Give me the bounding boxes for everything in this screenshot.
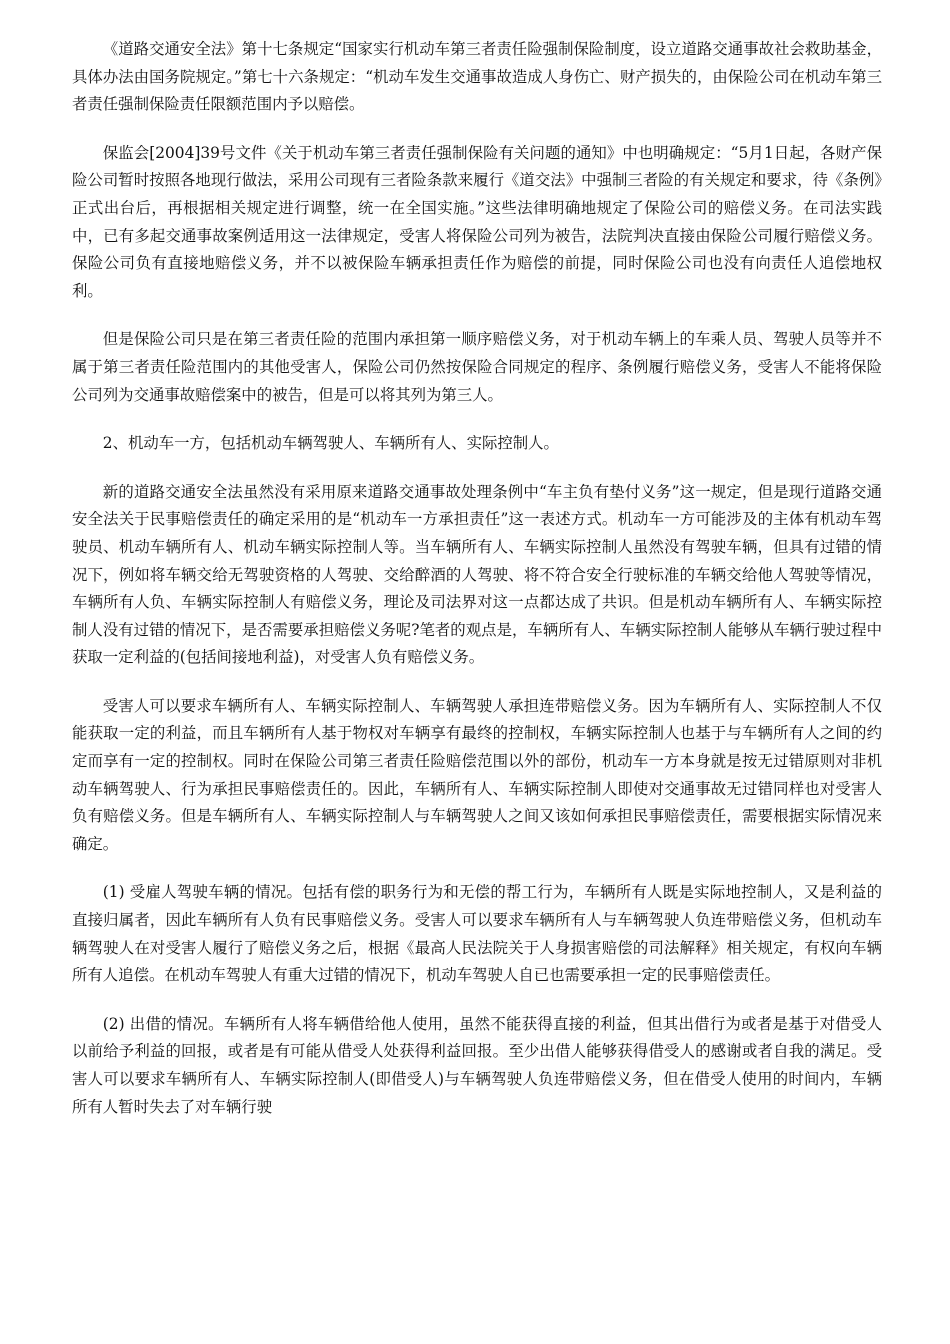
- paragraph-section-2-heading: 2、机动车一方，包括机动车辆驾驶人、车辆所有人、实际控制人。: [102, 434, 559, 453]
- paragraph-joint-liability: 受害人可以要求车辆所有人、车辆实际控制人、车辆驾驶人承担连带赔偿义务。因为车辆所有人、实际控制人不仅能获取一定的利益，而且车辆所有人基于物权对车辆享有最终的控制权，车辆实际控制人也基于与车辆所有人之间的约定而享有一定的控制权。同时在保险公司第三者责任险赔偿范围以外的部份，机动车一方本身就是按无过错原则对非机动车辆驾驶人、行为承担民事赔偿责任的。因此，车辆所有人、车辆实际控制人即使对交通事故无过错同样也对受害人负有赔偿义务。但是车辆所有人、车辆实际控制人与车辆驾驶人之间又该如何承担民事赔偿责任，需要根据实际情况来确定。: [72, 696, 882, 853]
- document-page: [72, 36, 882, 1142]
- paragraph-motor-vehicle-party: 新的道路交通安全法虽然没有采用原来道路交通事故处理条例中“车主负有垫付义务”这一规定，但是现行道路交通安全法关于民事赔偿责任的确定采用的是“机动车一方承担责任”这一表述方式。机动车一方可能涉及的主体有机动车驾驶员、机动车辆所有人、机动车辆实际控制人等。当车辆所有人、车辆实际控制人虽然没有驾驶车辆，但具有过错的情况下，例如将车辆交给无驾驶资格的人驾驶、交给醉酒的人驾驶、将不符合安全行驶标准的车辆交给他人驾驶等情况，车辆所有人负、车辆实际控制人有赔偿义务，理论及司法界对这一点都达成了共识。但是机动车辆所有人、车辆实际控制人没有过错的情况下，是否需要承担赔偿义务呢?笔者的观点是，车辆所有人、车辆实际控制人能够从车辆行驶过程中获取一定利益的(包括间接地利益)，对受害人负有赔偿义务。: [72, 482, 882, 667]
- paragraph-circ-notice: 保监会[2004]39号文件《关于机动车第三者责任强制保险有关问题的通知》中也明确规定：“5月1日起，各财产保险公司暂时按照各地现行做法，采用公司现有三者险条款来履行《道交法》中强制三者险的有关规定和要求，待《条例》正式出台后，再根据相关规定进行调整，统一在全国实施。”这些法律明确地规定了保险公司的赔偿义务。在司法实践中，已有多起交通事故案例适用这一法律规定，受害人将保险公司列为被告，法院判决直接由保险公司履行赔偿义务。保险公司负有直接地赔偿义务，并不以被保险车辆承担责任作为赔偿的前提，同时保险公司也没有向责任人追偿地权利。: [72, 143, 882, 300]
- paragraph-insurer-scope: 但是保险公司只是在第三者责任险的范围内承担第一顺序赔偿义务，对于机动车辆上的车乘人员、驾驶人员等并不属于第三者责任险范围内的其他受害人，保险公司仍然按保险合同规定的程序、条例履行赔偿义务，受害人不能将保险公司列为交通事故赔偿案中的被告，但是可以将其列为第三人。: [72, 330, 882, 404]
- paragraph-road-safety-law: 《道路交通安全法》第十七条规定“国家实行机动车第三者责任险强制保险制度，设立道路交通事故社会救助基金，具体办法由国务院规定。”第七十六条规定：“机动车发生交通事故造成人身伤亡、财产损失的，由保险公司在机动车第三者责任强制保险责任限额范围内予以赔偿。: [72, 40, 882, 114]
- paragraph-lending-case: (2) 出借的情况。车辆所有人将车辆借给他人使用，虽然不能获得直接的利益，但其出借行为或者是基于对借受人以前给予利益的回报，或者是有可能从借受人处获得利益回报。至少出借人能够获得借受人的感谢或者自我的满足。受害人可以要求车辆所有人、车辆实际控制人(即借受人)与车辆驾驶人负连带赔偿义务，但在借受人使用的时间内，车辆所有人暂时失去了对车辆行驶: [72, 1014, 882, 1116]
- paragraph-employee-driver: (1) 受雇人驾驶车辆的情况。包括有偿的职务行为和无偿的帮工行为，车辆所有人既是实际地控制人，又是利益的直接归属者，因此车辆所有人负有民事赔偿义务。受害人可以要求车辆所有人与车辆驾驶人负连带赔偿义务，但机动车辆驾驶人在对受害人履行了赔偿义务之后，根据《最高人民法院关于人身损害赔偿的司法解释》相关规定，有权向车辆所有人追偿。在机动车驾驶人有重大过错的情况下，机动车驾驶人自已也需要承担一定的民事赔偿责任。: [72, 883, 882, 985]
